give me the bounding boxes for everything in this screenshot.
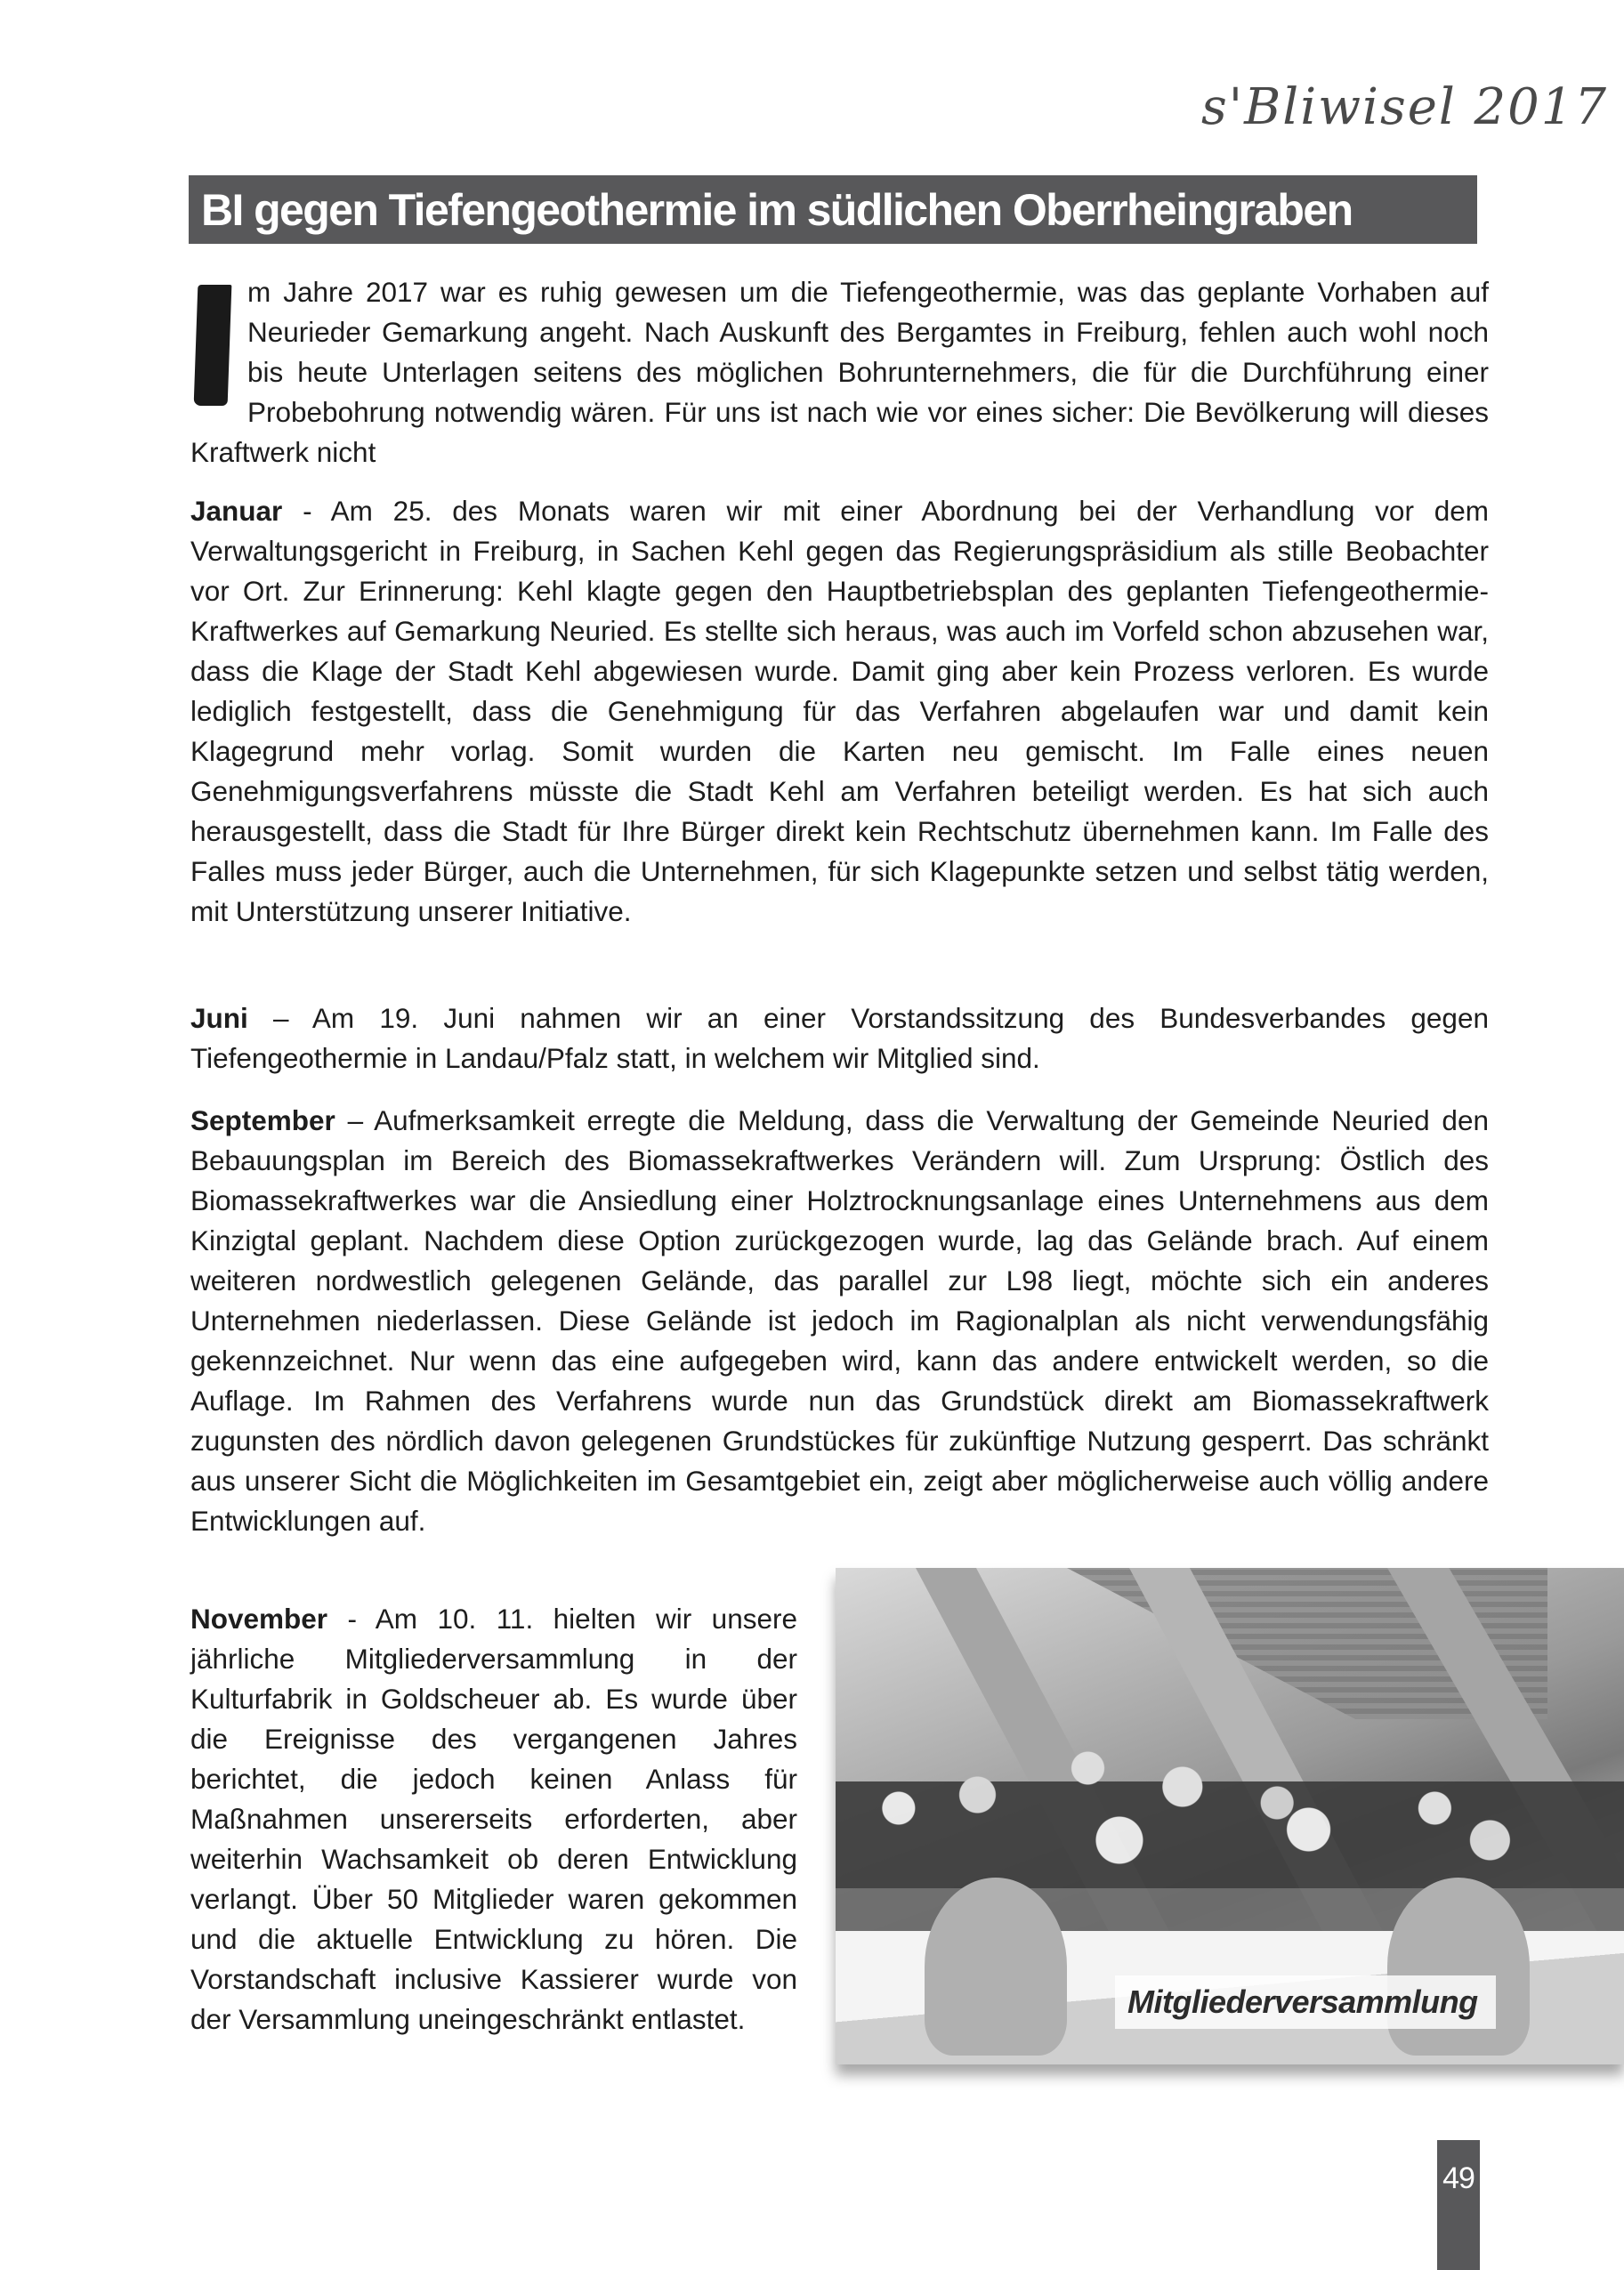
section-text: - Am 25. des Monats waren wir mit einer Abordnung bei der Verhandlung vor dem Verwaltungsgericht in Freiburg, in Sachen Kehl gegen das Regierungspräsidium als stille Beobachter vor Ort. Zur Erinnerung: Kehl klagte gegen den Hauptbetriebsplan des geplanten Tiefengeothermie-Kraftwerkes auf Gemarkung Neuried. Es stellte sich heraus, was auch im Vorfeld schon abzusehen war, dass die Klage der Stadt Kehl abgewiesen wurde. Damit ging aber kein Prozess verloren. Es wurde lediglich festgestellt, dass die Genehmigung für das Verfahren abgelaufen war und damit kein Klagegrund mehr vorlag. Somit wurden die Karten neu gemischt. Im Falle eines neuen Genehmigungsverfahrens müsste die Stadt Kehl am Verfahren beteiligt werden. Es hat sich auch herausgestellt, dass die Stadt für Ihre Bürger direkt kein Rechtschutz übernehmen kann. Im Falle des Falles muss jeder Bürger, auch die Unternehmen, für sich Klagepunkte setzen und selbst tätig werden, mit Unterstützung unserer Initiative.	[190, 495, 1489, 927]
photo-caption-text: Mitgliederversammlung	[1127, 1983, 1478, 2020]
section-januar	[190, 491, 1489, 932]
month-heading: Januar	[190, 495, 283, 527]
photo-foreground-person	[925, 1878, 1067, 2056]
section-paragraph	[190, 998, 1489, 1078]
section-september	[190, 1101, 1489, 1541]
article-title: BI gegen Tiefengeothermie im südlichen Oberrheingraben	[201, 184, 1353, 235]
month-heading: September	[190, 1104, 335, 1136]
section-november	[190, 1599, 797, 2040]
section-paragraph	[190, 1599, 797, 2040]
section-text: - Am 10. 11. hielten wir unsere jährliche Mitgliederversammlung in der Kulturfabrik in Goldscheuer ab. Es wurde über die Ereignisse des vergangenen Jahres berichtet, die jedoch keinen Anlass für Maßnahmen unsererseits erforderten, aber weiterhin Wachsamkeit ob deren Entwicklung verlangt. Über 50 Mitglieder waren gekommen und die aktuelle Entwicklung zu hören. Die Vorstandschaft inclusive Kassierer wurde von der Versammlung uneingeschränkt entlastet.	[190, 1603, 797, 2035]
article-title-bar	[189, 175, 1477, 244]
photo-caption	[1115, 1975, 1496, 2029]
intro-text: m Jahre 2017 war es ruhig gewesen um die Tiefengeothermie, was das geplante Vorhaben auf Neurieder Gemarkung angeht. Nach Auskunft des Bergamtes in Freiburg, fehlen auch wohl noch bis heute Unterlagen seitens des möglichen Bohrunternehmers, die für die Durchführung einer Probebohrung notwendig wären. Für uns ist nach wie vor eines sicher: Die Bevölkerung will dieses Kraftwerk nicht	[190, 276, 1489, 468]
intro-paragraph	[190, 272, 1489, 473]
section-juni	[190, 998, 1489, 1078]
magazine-masthead: s'Bliwisel 2017	[1201, 78, 1609, 136]
month-heading: November	[190, 1603, 328, 1635]
section-paragraph	[190, 491, 1489, 932]
page-number: 49	[1442, 2161, 1475, 2195]
month-heading: Juni	[190, 1002, 248, 1034]
meeting-photo	[836, 1568, 1624, 2064]
section-text: – Am 19. Juni nahmen wir an einer Vorstandssitzung des Bundesverbandes gegen Tiefengeothermie in Landau/Pfalz statt, in welchem wir Mitglied sind.	[190, 1002, 1489, 1074]
dropcap-letter	[194, 285, 232, 406]
photo-foreground-person	[1387, 1878, 1530, 2056]
section-text: – Aufmerksamkeit erregte die Meldung, dass die Verwaltung der Gemeinde Neuried den Bebauungsplan im Bereich des Biomassekraftwerkes Verändern will. Zum Ursprung: Östlich des Biomassekraftwerkes war die Ansiedlung einer Holztrocknungsanlage eines Unternehmens aus dem Kinzigtal geplant. Nachdem diese Option zurückgezogen wurde, lag das Gelände brach. Auf einem weiteren nordwestlich gelegenen Gelände, das parallel zur L98 liegt, möchte sich ein anderes Unternehmen niederlassen. Diese Gelände ist jedoch im Ragionalplan als nicht verwendungsfähig gekennzeichnet. Nur wenn das eine aufgegeben wird, kann das andere entwickelt werden, so die Auflage. Im Rahmen des Verfahrens wurde nun das Grundstück direkt am Biomassekraftwerk zugunsten des nördlich davon gelegenen Grundstückes für zukünftige Nutzung gesperrt. Das schränkt aus unserer Sicht die Möglichkeiten im Gesamtgebiet ein, zeigt aber möglicherweise auch völlig andere Entwicklungen auf.	[190, 1104, 1489, 1537]
section-paragraph	[190, 1101, 1489, 1541]
page-number-tab	[1437, 2140, 1480, 2270]
